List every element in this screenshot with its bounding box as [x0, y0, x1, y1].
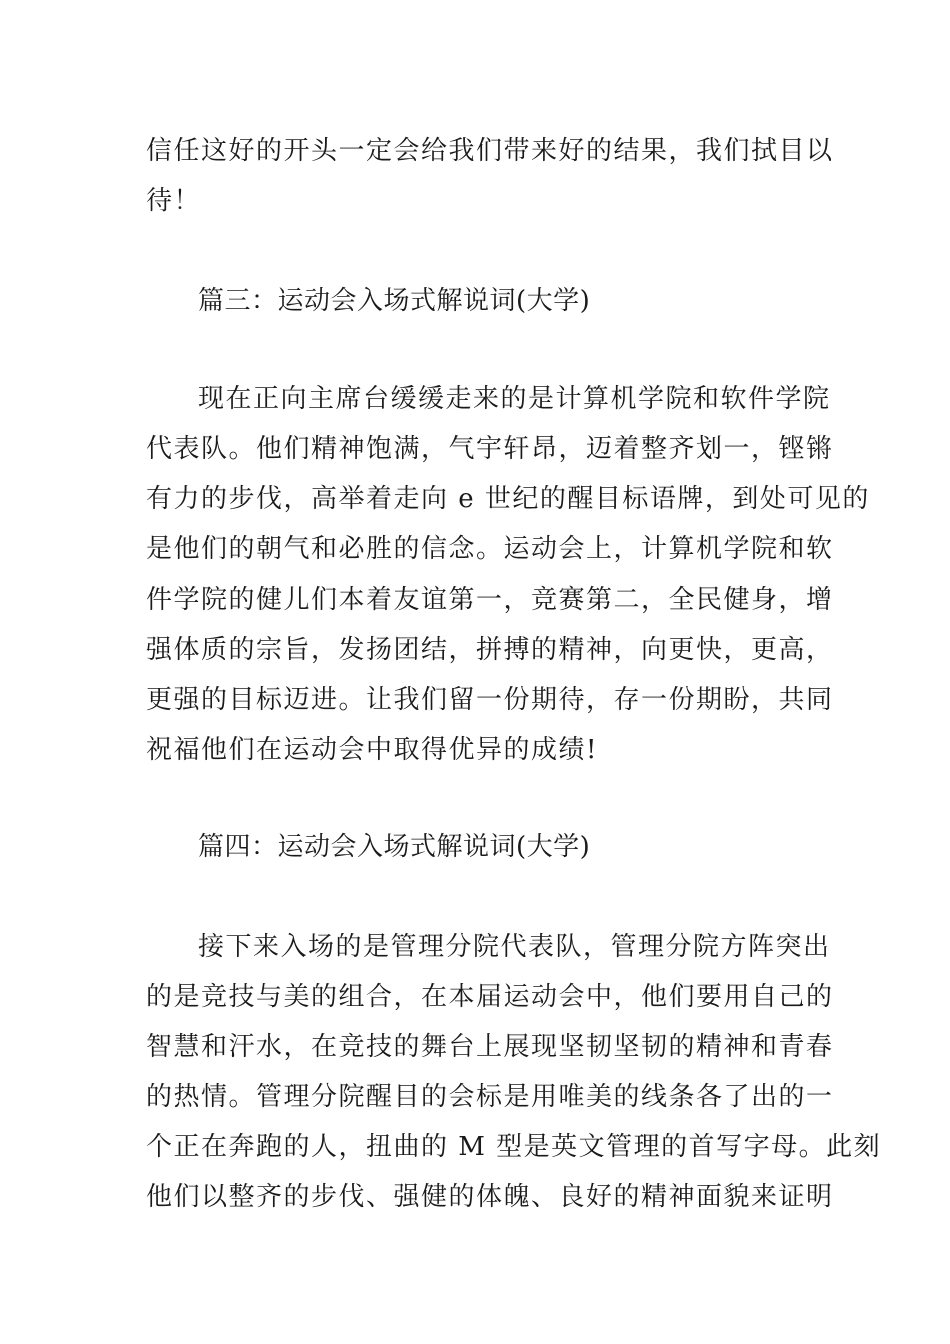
- section-4-line-5: 个正在奔跑的人，扭曲的 M 型是英文管理的首写字母。此刻: [146, 1132, 882, 1162]
- section-3-heading: 篇三：运动会入场式解说词(大学): [198, 286, 591, 316]
- section-4-line-2: 的是竞技与美的组合，在本届运动会中，他们要用自己的: [146, 982, 834, 1012]
- section-3-line-1: 现在正向主席台缓缓走来的是计算机学院和软件学院: [198, 384, 831, 414]
- section-3-line-5: 件学院的健儿们本着友谊第一，竞赛第二，全民健身，增: [146, 585, 834, 615]
- intro-line-2: 待！: [146, 186, 202, 216]
- section-3-line-6: 强体质的宗旨，发扬团结，拼搏的精神，向更快，更高，: [146, 635, 834, 665]
- section-3-line-4: 是他们的朝气和必胜的信念。运动会上，计算机学院和软: [146, 534, 834, 564]
- intro-line-1: 信任这好的开头一定会给我们带来好的结果，我们拭目以: [146, 136, 834, 166]
- section-4-line-3: 智慧和汗水，在竞技的舞台上展现坚韧坚韧的精神和青春: [146, 1032, 834, 1062]
- section-3-line-7: 更强的目标迈进。让我们留一份期待，存一份期盼，共同: [146, 685, 834, 715]
- section-4-line-1: 接下来入场的是管理分院代表队，管理分院方阵突出: [198, 932, 831, 962]
- section-3-line-8: 祝福他们在运动会中取得优异的成绩!: [146, 735, 598, 765]
- section-4-line-6: 他们以整齐的步伐、强健的体魄、良好的精神面貌来证明: [146, 1182, 834, 1212]
- section-4-heading: 篇四：运动会入场式解说词(大学): [198, 832, 591, 862]
- section-3-line-2: 代表队。他们精神饱满，气宇轩昂，迈着整齐划一，铿锵: [146, 434, 834, 464]
- section-3-line-3: 有力的步伐，高举着走向 e 世纪的醒目标语牌，到处可见的: [146, 484, 870, 514]
- section-4-line-4: 的热情。管理分院醒目的会标是用唯美的线条各了出的一: [146, 1082, 834, 1112]
